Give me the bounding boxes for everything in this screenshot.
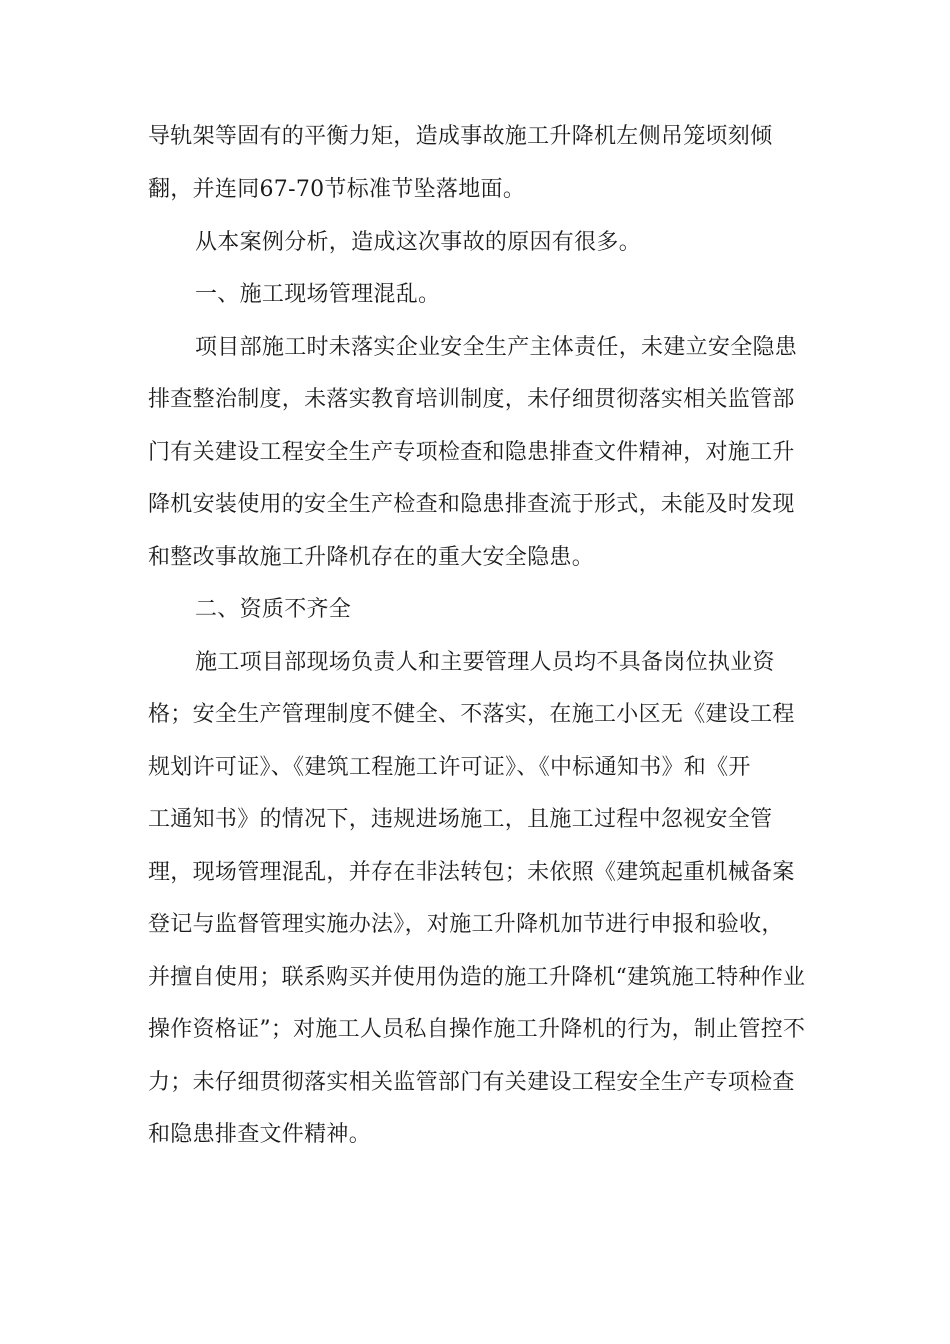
text-line: 操作资格证”；对施工人员私自操作施工升降机的行为，制止管控不	[148, 1017, 806, 1042]
section-heading: 一、施工现场管理混乱。	[195, 282, 441, 307]
section-heading: 二、资质不齐全	[195, 597, 352, 622]
text-line: 力；未仔细贯彻落实相关监管部门有关建设工程安全生产专项检查	[148, 1070, 795, 1095]
text-line: 和整改事故施工升降机存在的重大安全隐患。	[148, 545, 595, 570]
text-line: 工通知书》的情况下，违规进场施工，且施工过程中忽视安全管	[148, 807, 773, 832]
text-line: 施工项目部现场负责人和主要管理人员均不具备岗位执业资	[195, 650, 775, 675]
text-line: 门有关建设工程安全生产专项检查和隐患排查文件精神，对施工升	[148, 440, 795, 465]
text-line: 翻，并连同67-70节标准节坠落地面。	[148, 177, 526, 202]
text-line: 理，现场管理混乱，并存在非法转包；未依照《建筑起重机械备案	[148, 860, 795, 885]
text-line: 登记与监督管理实施办法》，对施工升降机加节进行申报和验收，	[148, 912, 784, 937]
text-line: 从本案例分析，造成这次事故的原因有很多。	[195, 230, 642, 255]
text-line: 导轨架等固有的平衡力矩，造成事故施工升降机左侧吊笼顷刻倾	[148, 124, 773, 149]
text-line: 项目部施工时未落实企业安全生产主体责任，未建立安全隐患	[195, 335, 798, 360]
text-line: 和隐患排查文件精神。	[148, 1122, 372, 1147]
text-line: 排查整治制度，未落实教育培训制度，未仔细贯彻落实相关监管部	[148, 387, 795, 412]
text-line: 并擅自使用；联系购买并使用伪造的施工升降机“建筑施工特种作业	[148, 965, 806, 990]
text-line: 格；安全生产管理制度不健全、不落实，在施工小区无《建设工程	[148, 702, 795, 727]
text-line: 规划许可证》、《建筑工程施工许可证》、《中标通知书》和《开	[148, 755, 751, 780]
text-line: 降机安装使用的安全生产检查和隐患排查流于形式，未能及时发现	[148, 492, 795, 517]
